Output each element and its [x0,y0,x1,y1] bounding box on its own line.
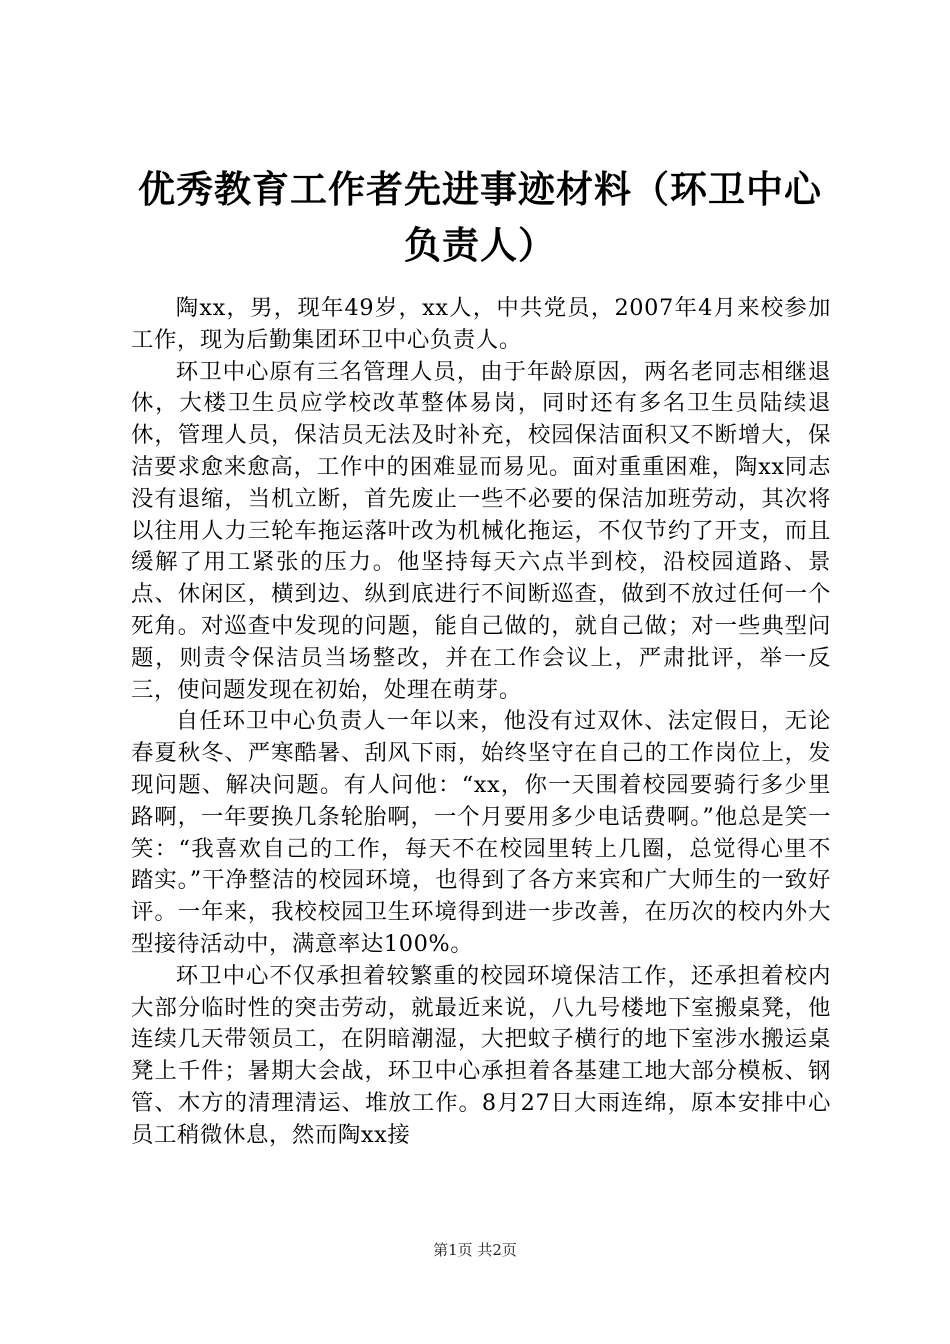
document-title: 优秀教育工作者先进事迹材料（环卫中心负责人） [138,168,822,267]
page-number-footer: 第1页 共2页 [433,1241,517,1259]
paragraph-2: 环卫中心原有三名管理人员，由于年龄原因，两名老同志相继退休，大楼卫生员应学校改革整体易岗，同时还有多名卫生员陆续退休，管理人员，保洁员无法及时补充，校园保洁面积又不断增大，保洁要求愈来愈高，工作中的困难显而易见。面对重重困难，陶xx同志没有退缩，当机立断，首先废止一些不必要的保洁加班劳动，其次将以往用人力三轮车拖运落叶改为机械化拖运，不仅节约了开支，而且缓解了用工紧张的压力。他坚持每天六点半到校，沿校园道路、景点、休闲区，横到边、纵到底进行不间断巡查，做到不放过任何一个死角。对巡查中发现的问题，能自己做的，就自己做；对一些典型问题，则责令保洁员当场整改，并在工作会议上，严肃批评，举一反三，使问题发现在初始，处理在萌芽。 [131,358,831,703]
paragraph-1: 陶xx，男，现年49岁，xx人，中共党员，2007年4月来校参加工作，现为后勤集团环卫中心负责人。 [131,295,831,353]
document-body [131,293,831,1152]
paragraph-3: 自任环卫中心负责人一年以来，他没有过双休、法定假日，无论春夏秋冬、严寒酷暑、刮风下雨，始终坚守在自己的工作岗位上，发现问题、解决问题。有人问他：“xx，你一天围着校园要骑行多少里路啊，一年要换几条轮胎啊，一个月要用多少电话费啊。”他总是笑一笑：“我喜欢自己的工作，每天不在校园里转上几圈，总觉得心里不踏实。”干净整洁的校园环境，也得到了各方来宾和广大师生的一致好评。一年来，我校校园卫生环境得到进一步改善，在历次的校内外大型接待活动中，满意率达100%。 [131,708,831,957]
paragraph-4: 环卫中心不仅承担着较繁重的校园环境保洁工作，还承担着校内大部分临时性的突击劳动，就最近来说，八九号楼地下室搬桌凳，他连续几天带领员工，在阴暗潮湿，大把蚊子横行的地下室涉水搬运桌凳上千件；暑期大会战，环卫中心承担着各基建工地大部分模板、钢管、木方的清理清运、堆放工作。8月27日大雨连绵，原本安排中心员工稍微休息，然而陶xx接 [131,962,831,1148]
